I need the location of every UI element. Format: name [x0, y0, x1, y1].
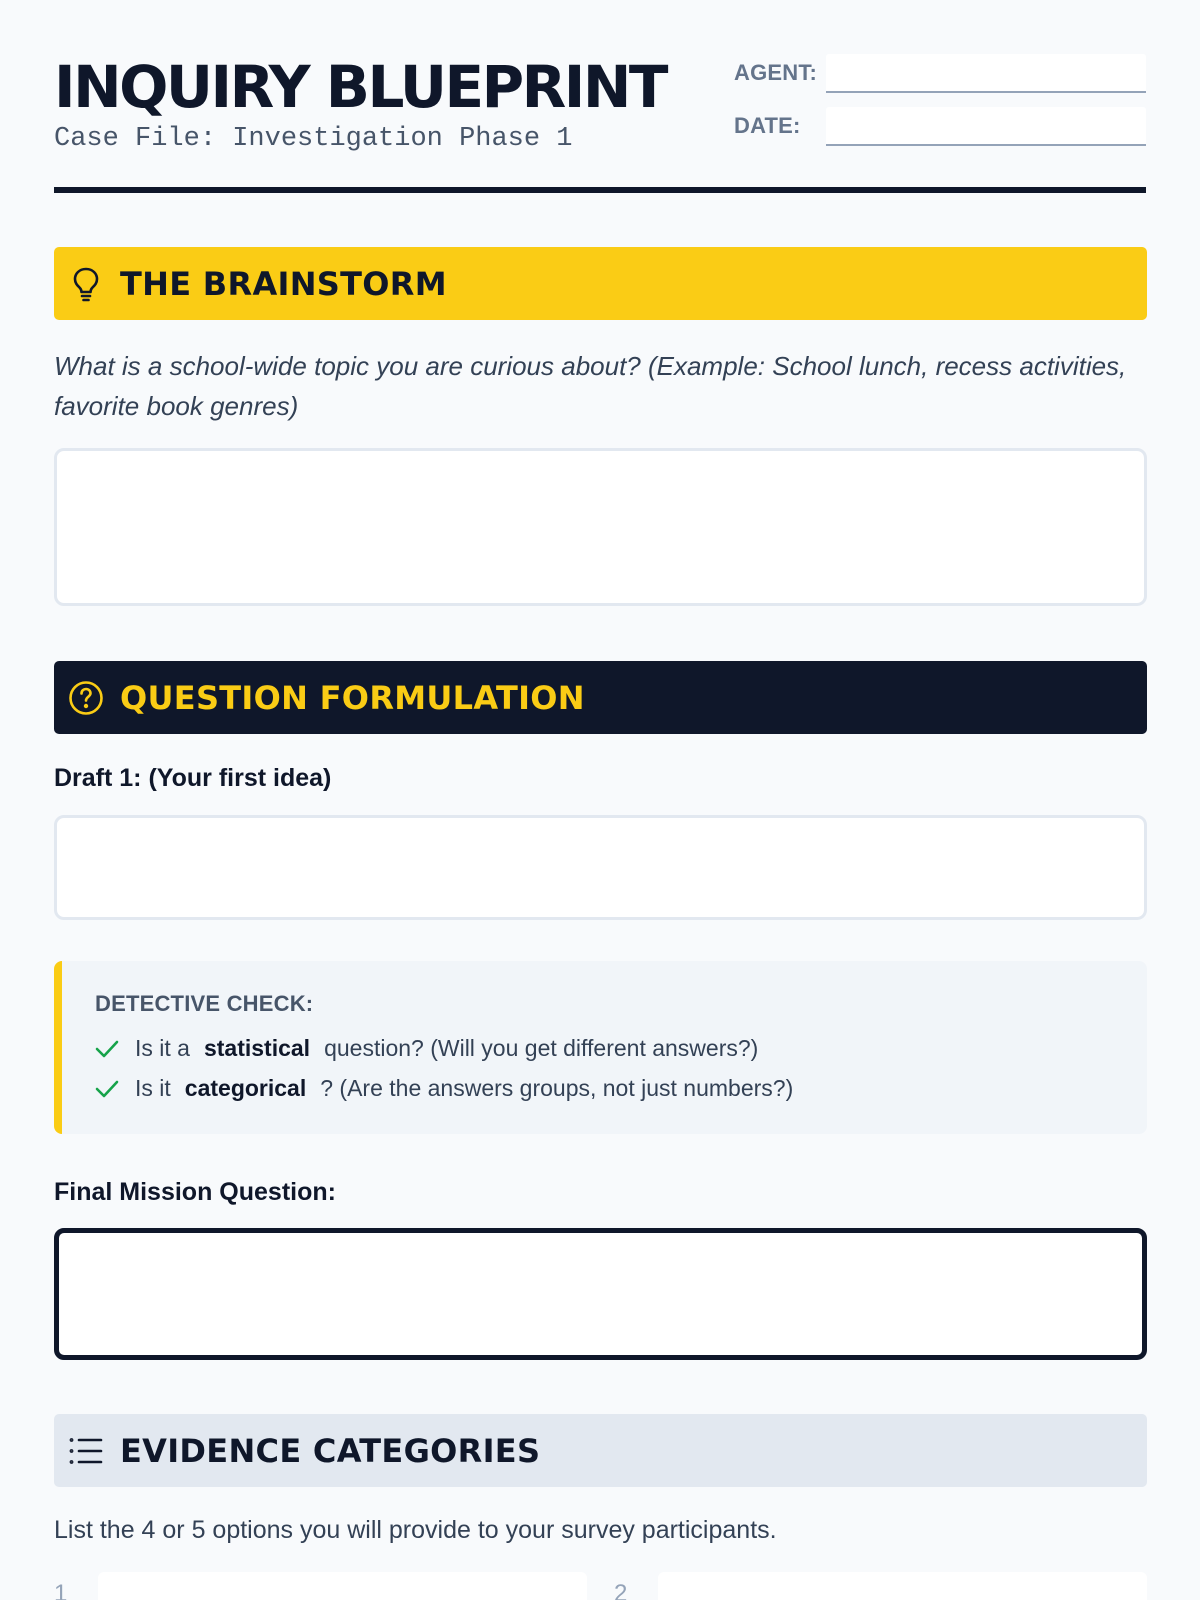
agent-row [734, 54, 1146, 94]
option-input[interactable] [658, 1572, 1147, 1600]
check-item-keyword: statistical [203, 1035, 311, 1061]
evidence-option [54, 1572, 587, 1600]
check-item-keyword: categorical [184, 1075, 307, 1101]
check-item [95, 1075, 793, 1102]
option-input[interactable] [98, 1572, 587, 1600]
question-formulation-section-header [54, 661, 1147, 734]
final-question-label: Final Mission Question: [54, 1178, 336, 1206]
question-circle-icon [68, 680, 104, 716]
check-item-text-before: Is it [135, 1075, 171, 1101]
date-label: DATE: [734, 113, 801, 138]
date-input[interactable] [826, 107, 1146, 146]
evidence-option [614, 1572, 1147, 1600]
brainstorm-answer-box[interactable] [54, 448, 1147, 606]
evidence-prompt: List the 4 or 5 options you will provide to your survey participants. [54, 1516, 777, 1544]
check-item-text-after: question? (Will you get different answers?) [324, 1035, 759, 1061]
question-formulation-heading: QUESTION FORMULATION [120, 678, 585, 717]
draft-answer-box[interactable] [54, 815, 1147, 920]
option-number: 1 [54, 1580, 68, 1600]
lightbulb-icon [68, 266, 104, 302]
brainstorm-section-header [54, 247, 1147, 320]
worksheet-header [54, 0, 1146, 193]
brainstorm-heading: THE BRAINSTORM [120, 264, 447, 303]
detective-check-box [54, 961, 1147, 1134]
check-icon [95, 1077, 119, 1101]
draft-label: Draft 1: (Your first idea) [54, 764, 332, 792]
date-row [734, 107, 1146, 147]
list-icon [68, 1433, 104, 1469]
agent-input[interactable] [826, 54, 1146, 93]
check-icon [95, 1037, 119, 1061]
agent-label: AGENT: [734, 60, 818, 85]
brainstorm-prompt: What is a school-wide topic you are curious about? (Example: School lunch, recess activities, favorite book genres) [54, 351, 1127, 421]
page-title: INQUIRY BLUEPRINT [54, 53, 666, 121]
check-item-text-before: Is it a [135, 1035, 190, 1061]
evidence-heading: EVIDENCE CATEGORIES [120, 1431, 541, 1470]
page-subtitle: Case File: Investigation Phase 1 [54, 124, 573, 154]
check-item [95, 1035, 758, 1062]
evidence-section-header [54, 1414, 1147, 1487]
detective-check-title: DETECTIVE CHECK: [95, 991, 314, 1016]
check-item-text-after: ? (Are the answers groups, not just numbers?) [320, 1075, 794, 1101]
option-number: 2 [614, 1580, 628, 1600]
final-question-box[interactable] [54, 1228, 1147, 1360]
